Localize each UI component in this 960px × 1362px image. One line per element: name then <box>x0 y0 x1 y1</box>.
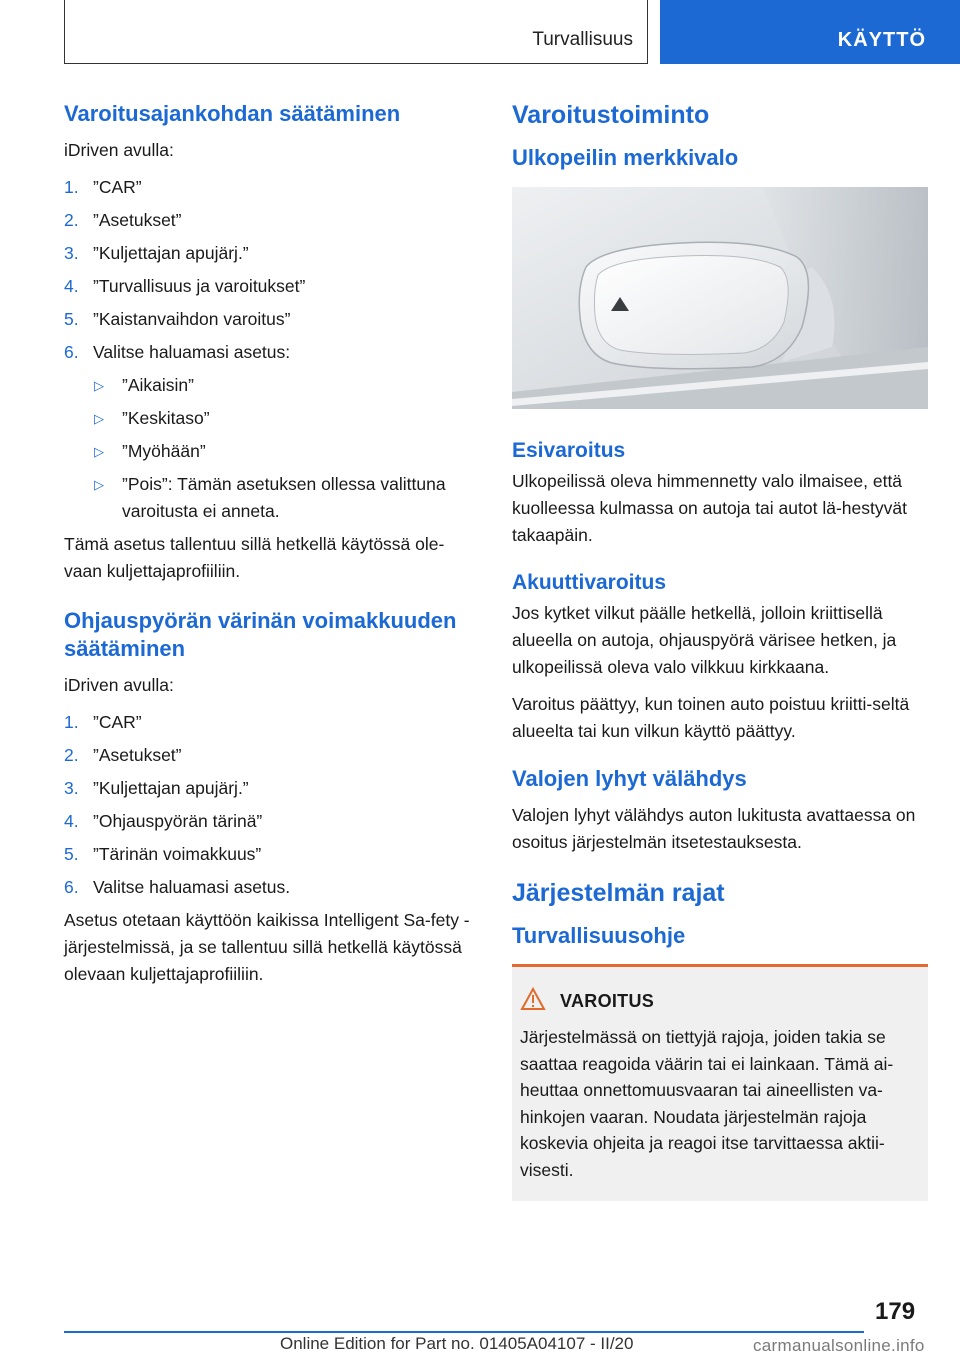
section-title-system-limits: Järjestelmän rajat <box>512 878 725 907</box>
header-section-box <box>64 0 648 64</box>
list-item: 6. Valitse haluamasi asetus. <box>64 876 291 897</box>
list-item: 6. Valitse haluamasi asetus: <box>64 341 291 362</box>
intro-text: iDriven avulla: <box>64 139 174 160</box>
list-item: 5. ”Kaistanvaihdon varoitus” <box>64 308 291 329</box>
list-item: 1. ”CAR” <box>64 176 142 197</box>
footer-divider <box>64 1331 864 1333</box>
warning-triangle-icon <box>520 987 546 1016</box>
intro-text: iDriven avulla: <box>64 674 174 695</box>
steps-list-vibration <box>64 709 476 901</box>
section-title-warning-function: Varoitustoiminto <box>512 101 710 129</box>
triangle-bullet-icon: ▷ <box>94 443 104 459</box>
subsection-title-light-flash: Valojen lyhyt välähdys <box>512 766 747 792</box>
mirror-illustration <box>512 187 928 409</box>
acute-warning-end-text: Varoitus päättyy, kun toinen auto poistuu kriitti-seltä alueelta tai kun vilkun käyttö päättyy. <box>512 694 910 742</box>
header-chapter-label: KÄYTTÖ <box>837 29 926 51</box>
subsection-title-safety-note: Turvallisuusohje <box>512 922 686 948</box>
warning-box <box>512 964 928 1201</box>
section-title-warning-timing: Varoitusajankohdan säätäminen <box>64 101 401 126</box>
list-item: 2. ”Asetukset” <box>64 209 182 230</box>
list-item: ▷ ”Myöhään” <box>64 438 476 465</box>
acute-warning-text: Jos kytket vilkut päälle hetkellä, jolloin kriittisellä alueella on autoja, ohjauspyörä värisee hetken, ja ulkopeilissä oleva valo vilkkuu kirkkaana. <box>512 603 897 678</box>
edition-text: Online Edition for Part no. 01405A04107 - II/20 <box>280 1334 634 1353</box>
light-flash-text: Valojen lyhyt välähdys auton lukitusta avattaessa on osoitus järjestelmän itsetestauksesta. <box>512 804 916 852</box>
warning-label: VAROITUS <box>560 991 655 1012</box>
steps-list-warning-timing <box>64 174 476 366</box>
watermark: carmanualsonline.info <box>753 1336 925 1355</box>
page-number: 179 <box>875 1298 916 1325</box>
list-item: 3. ”Kuljettajan apujärj.” <box>64 242 249 263</box>
list-item: ▷ ”Pois”: Tämän asetuksen ollessa valittuna varoitusta ei anneta. <box>64 471 476 525</box>
prewarning-text: Ulkopeilissä oleva himmennetty valo ilmaisee, että kuolleessa kulmassa on autoja tai autot lä-hestyvät takaapäin. <box>512 470 907 545</box>
list-item: 4. ”Ohjauspyörän tärinä” <box>64 810 263 831</box>
triangle-bullet-icon: ▷ <box>94 410 104 426</box>
list-item: ▷ ”Aikaisin” <box>64 372 476 399</box>
list-item: 2. ”Asetukset” <box>64 744 182 765</box>
subsection-title-prewarning: Esivaroitus <box>512 438 626 462</box>
triangle-bullet-icon: ▷ <box>94 476 104 492</box>
list-item: ▷ ”Keskitaso” <box>64 405 476 432</box>
list-item: 1. ”CAR” <box>64 711 142 732</box>
warning-header <box>520 987 920 1016</box>
list-item: 3. ”Kuljettajan apujärj.” <box>64 777 249 798</box>
section-title-vibration: Ohjauspyörän värinän voimakkuuden säätäminen <box>64 607 457 662</box>
right-column <box>512 100 928 1201</box>
header-chapter-tab <box>660 0 960 64</box>
list-item: 5. ”Tärinän voimakkuus” <box>64 843 262 864</box>
warning-text: Järjestelmässä on tiettyjä rajoja, joiden takia se saattaa reagoida väärin tai ei lainkaan. Tämä ai-heuttaa onnettomuusvaaran tai aineellisten va-hinkojen vaaran. Noudata järjestelmän rajoja koskevia ohjeita ja reagoi itse tarvittaessa aktii-visesti. <box>520 1027 894 1180</box>
header-section-title: Turvallisuus <box>532 29 633 50</box>
note-text: Asetus otetaan käyttöön kaikissa Intelligent Sa-fety -järjestelmissä, ja se tallentuu sillä hetkellä käytössä olevaan kuljettajaprofiiliin. <box>64 909 470 984</box>
note-text: Tämä asetus tallentuu sillä hetkellä käytössä ole-vaan kuljettajaprofiiliin. <box>64 533 445 581</box>
triangle-bullet-icon: ▷ <box>94 377 104 393</box>
subsection-title-acute-warning: Akuuttivaroitus <box>512 570 667 594</box>
options-list <box>64 372 476 525</box>
left-column <box>64 100 476 998</box>
subsection-title-mirror-light: Ulkopeilin merkkivalo <box>512 145 739 170</box>
list-item: 4. ”Turvallisuus ja varoitukset” <box>64 275 306 296</box>
